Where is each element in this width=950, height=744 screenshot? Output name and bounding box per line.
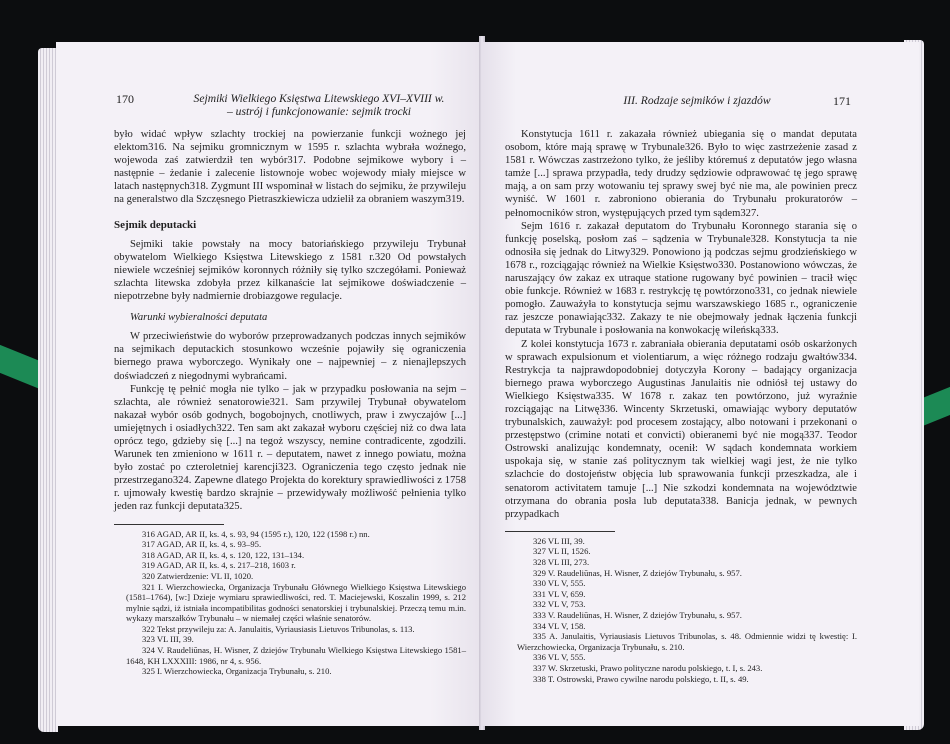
footnote: 334 VL V, 158. [533, 620, 586, 631]
footnote: 331 VL V, 659. [533, 588, 586, 599]
footnote: 328 VL III, 273. [533, 557, 590, 567]
right-page [481, 42, 919, 726]
footnote: 333 V. Raudeliūnas, H. Wisner, Z dziejów Trybunału, s. 957. [533, 609, 742, 620]
subsection-heading: Warunki wybieralności deputata [130, 312, 268, 324]
section-heading: Sejmik deputacki [114, 218, 197, 231]
footnote: 326 VL III, 39. [533, 535, 585, 546]
footnote: 316 AGAD, AR II, ks. 4, s. 93, 94 (1595 r.), 120, 122 (1598 r.) nn. [142, 528, 370, 539]
footnote: 318 AGAD, AR II, ks. 4, s. 120, 122, 131–134. [142, 549, 305, 560]
footnote: 337 W. Skrzetuski, Prawo polityczne narodu polskiego, t. I, s. 243. [533, 662, 763, 673]
right-body [505, 128, 857, 684]
footnotes-left [114, 529, 466, 677]
footnote: 336 VL V, 555. [533, 652, 586, 663]
footnotes-right [505, 536, 857, 684]
footnote: 325 I. Wierzchowiecka, Organizacja Trybunału, s. 210. [142, 666, 332, 677]
footnote-separator [114, 524, 224, 525]
left-page [56, 42, 481, 726]
footnote: 319 AGAD, AR II, ks. 4, s. 217–218, 1603 r. [142, 560, 296, 571]
left-body [114, 128, 466, 677]
header-line-1: Sejmiki Wielkiego Księstwa Litewskiego XVI–XVIII w. [193, 92, 445, 105]
footnote: 317 AGAD, AR II, ks. 4, s. 93–95. [142, 539, 262, 550]
paragraph: było widać wpływ szlachty trockiej na powierzanie funkcji woźnego jej elektom316. Na sejmiku gromnicznym w 1595 r. szlachta wybrała woźnego, wojewoda zaś zatwierdził ten wybór317. Podobne sejmikowe wybory i – następnie – żedanie i zalecenie listownoje wobec wojewody miały miejsce w latach następnych318. Zygmunt III wspominał w listach do sejmiku, że przywileju na generalstwo dla Szczęsnego Pietraszkiewicza udzielił za obraniem waszym319. [114, 129, 466, 206]
paragraph: Funkcję tę pełnić mogła nie tylko – jak w przypadku posłowania na sejm – szlachta, ale również senatorowie321. Sam przywilej Trybunał obywatelom nakazał wybór osób godnych, bogobojnych, cnotliwych, praw i zwyczajów [...] umiejętnych i osiadłych322. Ten sam akt zakazał wyboru częściej niż co dwa lata oprócz tego, gdzieby się [...] na tegoż wszyscy, nemine contradicente, zgodzili. Warunek ten zmieniono w 1611 r. – deputatem, nawet z innego powiatu, można było zostać po czteroletniej karencji323. Ograniczenia tego często jednak nie przestrzegano324. Zapewne dlatego Projekta do korektury sprawiedliwości z 1758 r. ujmowały kwestię bardzo skrajnie – przewidywały możliwość pełnienia tylko jeden raz funkcji deputata325. [114, 383, 466, 513]
running-header-left [174, 92, 464, 118]
paragraph: Sejm 1616 r. zakazał deputatom do Trybunału Koronnego starania się o funkcję poselską, posłom zaś – sądzenia w Trybunale328. Konstytucja ta nie odnosiła się jednak do Litwy329. Ponowiono ją podczas sejmu grodzieńskiego w 1678 r., rozciągając również na Wielkie Księstwo330. Postanowiono wówczas, że naruszający ów zakaz ex utraque statione rugowany być powinien – tracił więc obie funkcje. Również w 1683 r. restrykcję tę powtórzono331, co jednak niewiele pomogło. Zauważyła to konstytucja sejmu warszawskiego 1685 r., ograniczenie raz jeszcze ponawiając332. Zakazy te nie obejmowały jednak łączenia funkcji deputata w Trybunale i posłowania na konwokację wileńską333. [505, 220, 857, 337]
footnote: 324 V. Raudeliūnas, H. Wisner, Z dziejów Trybunału Wielkiego Księstwa Litewskiego 1581–1648, KH LXXXIII: 1986, nr 4, s. 956. [126, 645, 466, 666]
footnote: 338 T. Ostrowski, Prawo cywilne narodu polskiego, t. II, s. 49. [533, 673, 749, 684]
footnote: 329 V. Raudeliūnas, H. Wisner, Z dziejów Trybunału, s. 957. [533, 567, 742, 578]
footnote-separator [505, 531, 615, 532]
paragraph: Konstytucja 1611 r. zakazała również ubiegania się o mandat deputata osobom, które mają sprawę w Trybunale326. Było to więc zastrzeżenie zasad z 1581 r. Wówczas zastrzeżono tylko, że jeśliby któremuś z deputatów jego własna tamże [...] sprawa przypadła, tedy drudzy sędziowie odprawować tę jego sprawę mają, a on sam przy wotowaniu tej sprawy swej być nie ma, ale powinien precz wyniść. W 1601 r. zabroniono obierania do Trybunału prokuratorów – pełnomocników stron, występujących przed tym sądem327. [505, 129, 857, 219]
page-number-left: 170 [116, 92, 134, 106]
footnote: 332 VL V, 753. [533, 599, 586, 610]
running-header-right: III. Rodzaje sejmików i zjazdów [623, 94, 771, 107]
footnote: 327 VL II, 1526. [533, 546, 591, 557]
page-number-right: 171 [833, 94, 851, 108]
paragraph: Z kolei konstytucja 1673 r. zabraniała obierania deputatami osób oskarżonych w sprawach expulsionum et violentiarum, a więc różnego rodzaju gwałtów334. Restrykcja ta najprawdopodobniej dotyczyła Korony – badający organizacja biernego prawa wyborczego Augustinas Janulaitis nie odniósł tej ustawy do Wielkiego Księstwa335. W 1678 r. zakaz ten powtórzono, już wyraźnie rozciągając na Litwę336. Wincenty Skrzetuski, omawiając wybory deputatów trybunalskich, zauważył: pod procesem zostający, albo notowani i przekonani o przestępstwo (crimine notati et convicti) obieranemi być nie mogą337. Teodor Ostrowski analizując kondemnaty, ocenił: W sądach kondemnata workiem uspokaja się, w stanie zaś politycznym tak wielkiej wagi jest, że nie tylko szlachcie do dostojeństw objęcia lub sprawowania funkcji przeszkadza, ale i senatorom activitatem tamuje [...] Nie szkodzi kondemnata na województwie otrzymana do obrania posła lub deputata338. Banicja jednak, w pewnych przypadkach [505, 338, 857, 520]
footnote: 330 VL V, 555. [533, 578, 586, 589]
footnote: 320 Zatwierdzenie: VL II, 1020. [142, 570, 254, 581]
footnote: 321 I. Wierzchowiecka, Organizacja Trybunału Głównego Wielkiego Księstwa Litewskiego (1581–1764), [w:] Dzieje wymiaru sprawiedliwości, red. T. Maciejewski, Koszalin 1999, s. 212 mylnie sądzi, iż istniała incompatibilitas godności senatorskiej i trybunalskiej. Przeczą temu m.in. wykazy marszałków Trybunału – w niemałej części właśnie senatorów. [126, 581, 466, 624]
page-edges-left [38, 48, 58, 732]
paragraph: Sejmiki takie powstały na mocy batoriańskiego przywileju Trybunał obywatelom Wielkiego Księstwa Litewskiego z 1581 r.320 Od powstałych niewiele wcześniej sejmików koronnych różniły się tylko szczegółami. Ponieważ szlachta litewska zdobyła przez kilkanaście lat sejmikowe doświadczenie – niepotrzebne były nadmiernie drobiazgowe regulacje. [114, 238, 466, 303]
footnote: 323 VL III, 39. [142, 634, 194, 645]
header-line-2: – ustrój i funkcjonowanie: sejmik trocki [226, 105, 412, 118]
paragraph: W przeciwieństwie do wyborów przeprowadzanych podczas innych sejmików na sejmikach deputackich stosunkowo wcześnie pojawiły się ograniczenia biernego prawa wyborczego. Wynikały one – najpewniej – z nienajlepszych doświadczeń z niegodnymi wybrańcami. [114, 331, 466, 382]
footnote: 322 Tekst przywileju za: A. Janulaitis, Vyriausiasis Lietuvos Tribunolas, s. 113. [142, 623, 415, 634]
footnote: 335 A. Janulaitis, Vyriausiasis Lietuvos Tribunolas, s. 48. Odmiennie widzi tę kwestię: I. Wierzchowiecka, Organizacja Trybunału, s. 210. [517, 631, 857, 652]
